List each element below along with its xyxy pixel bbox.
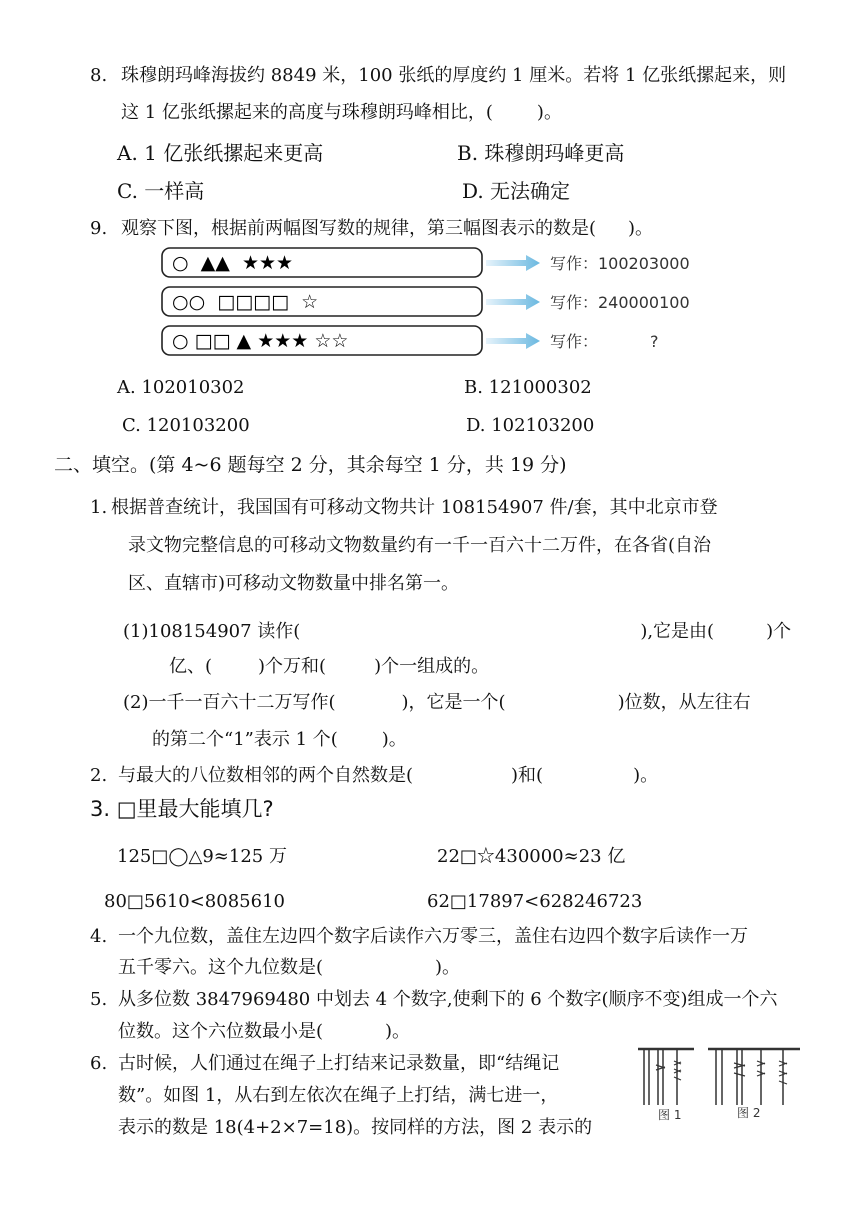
q9-option-b[interactable]: B. 121000302: [464, 377, 592, 398]
f6-line1: 古时候，人们通过在绳子上打结来记录数量，即“结绳记: [118, 1053, 560, 1074]
f4-number: 4.: [90, 926, 108, 947]
arrow-icon: [486, 255, 540, 271]
row2-result: 写作：240000100: [550, 293, 690, 312]
f1-line2: 录文物完整信息的可移动文物数量约有一千一百六十二万件，在各省(自治: [128, 535, 712, 556]
f2-number: 2.: [90, 765, 108, 786]
f5-line2: 位数。这个六位数最小是( )。: [118, 1021, 411, 1042]
arrow-icon: [486, 294, 540, 310]
arrow-icon: [486, 333, 540, 349]
q9-option-a[interactable]: A. 102010302: [117, 377, 245, 398]
q8-option-c[interactable]: C. 一样高: [117, 179, 205, 203]
figure-2-label: 图 2: [737, 1106, 761, 1120]
figure-2: [708, 1049, 800, 1105]
f1-sub2-line1: (2)一千一百六十二万写作( )，它是一个( )位数，从左往右: [123, 692, 751, 713]
row1-shapes: ○ ▲▲ ★★★: [172, 252, 294, 274]
f1-sub2-line2: 的第二个“1”表示 1 个( )。: [152, 729, 407, 750]
f3-item-1: 125□◯△9≈125 万: [117, 846, 287, 867]
f6-line3: 表示的数是 18(4+2×7=18)。按同样的方法，图 2 表示的: [118, 1117, 593, 1138]
f6-number: 6.: [90, 1053, 108, 1074]
q8-option-d[interactable]: D. 无法确定: [462, 179, 571, 203]
f4-line2: 五千零六。这个九位数是( )。: [118, 957, 461, 978]
q8-line1: 珠穆朗玛峰海拔约 8849 米，100 张纸的厚度约 1 厘米。若将 1 亿张纸摞起来，则: [121, 65, 787, 86]
f6-line2: 数”。如图 1，从右到左依次在绳子上打结，满七进一，: [118, 1085, 559, 1106]
f4-line1: 一个九位数，盖住左边四个数字后读作六万零三，盖住右边四个数字后读作一万: [118, 926, 748, 947]
figure-row-1: [162, 248, 690, 277]
row3-label: 写作：: [550, 332, 599, 351]
q9-number: 9.: [90, 218, 108, 239]
row1-result: 写作：100203000: [550, 254, 690, 273]
f3-item-3: 80□5610<8085610: [104, 891, 285, 912]
row2-shapes: ○○ □□□□ ☆: [172, 291, 319, 313]
q9-option-d[interactable]: D. 102103200: [466, 415, 595, 436]
row3-answer: ?: [650, 332, 659, 351]
q9-option-c[interactable]: C. 120103200: [122, 415, 250, 436]
f3-heading: 3. □里最大能填几?: [90, 797, 274, 821]
f1-number: 1.: [90, 497, 108, 518]
q9-stem: 观察下图，根据前两幅图写数的规律，第三幅图表示的数是( )。: [121, 218, 654, 239]
q8-number: 8.: [90, 65, 108, 86]
f3-item-4: 62□17897<628246723: [427, 891, 643, 912]
f1-sub1-line2: 亿、( )个万和( )个一组成的。: [169, 656, 490, 677]
q8-option-b[interactable]: B. 珠穆朗玛峰更高: [457, 141, 625, 165]
row3-shapes: ○ □□ ▲ ★★★ ☆☆: [172, 330, 349, 352]
knot-rope-figure: [636, 1043, 806, 1121]
figure-row-3: [162, 326, 659, 355]
q9-figure: [158, 246, 718, 360]
figure-1: [638, 1049, 694, 1105]
figure-1-label: 图 1: [658, 1108, 682, 1121]
f1-sub1-line1: (1)108154907 读作( ),它是由( )个: [123, 621, 792, 642]
f1-line3: 区、直辖市)可移动文物数量中排名第一。: [128, 573, 460, 594]
q8-option-a[interactable]: A. 1 亿张纸摞起来更高: [117, 141, 324, 165]
f5-number: 5.: [90, 989, 108, 1010]
f3-item-2: 22□☆430000≈23 亿: [437, 846, 626, 867]
q8-line2: 这 1 亿张纸摞起来的高度与珠穆朗玛峰相比，( )。: [121, 102, 562, 123]
f5-line1: 从多位数 3847969480 中划去 4 个数字,使剩下的 6 个数字(顺序不变)组成一个六: [118, 989, 778, 1010]
section-heading: 二、填空。(第 4~6 题每空 2 分，其余每空 1 分，共 19 分): [54, 454, 567, 476]
f2-text: 与最大的八位数相邻的两个自然数是( )和( )。: [118, 765, 659, 786]
f1-line1: 根据普查统计，我国国有可移动文物共计 108154907 件/套，其中北京市登: [111, 497, 718, 518]
figure-row-2: [162, 287, 690, 316]
